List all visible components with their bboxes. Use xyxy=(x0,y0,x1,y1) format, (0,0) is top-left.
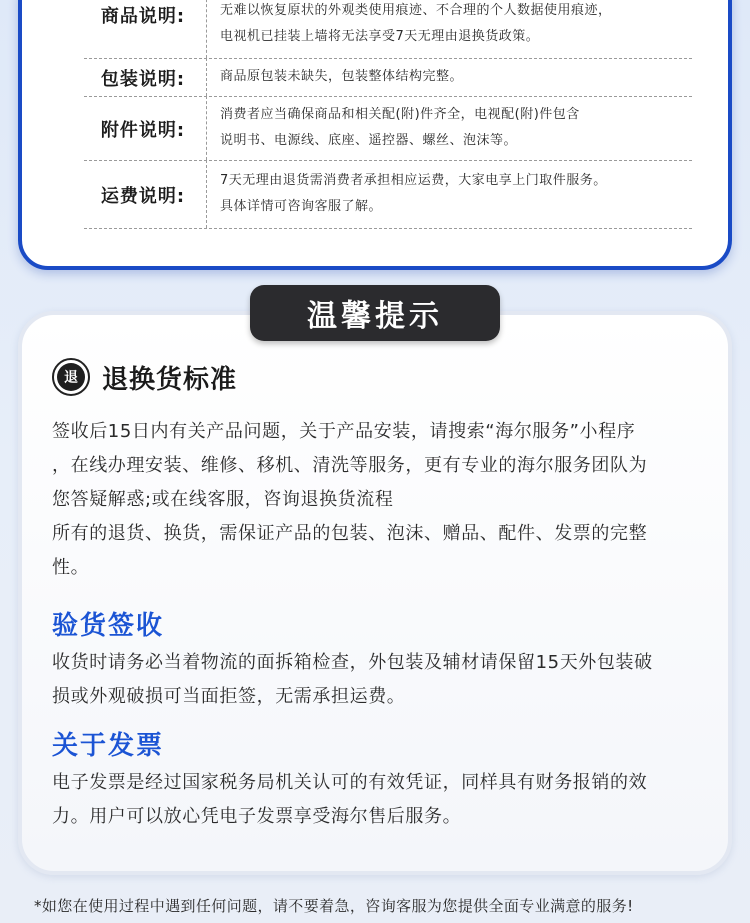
policy-row-goods xyxy=(84,0,692,59)
return-standard-heading xyxy=(52,357,237,397)
return-icon-glyph: 退 xyxy=(57,363,85,391)
policy-label: 包装说明: xyxy=(100,69,186,90)
text-line: ，在线办理安装、维修、移机、清洗等服务，更有专业的海尔服务团队为 xyxy=(52,455,648,476)
policy-text-line: 商品原包装未缺失，包装整体结构完整。 xyxy=(220,69,464,84)
row-divider xyxy=(206,160,207,228)
policy-label: 附件说明: xyxy=(100,120,186,141)
section-title: 退换货标准 xyxy=(102,364,238,395)
invoice-text xyxy=(52,766,712,834)
invoice-heading: 关于发票 xyxy=(52,731,165,761)
text-line: 所有的退货、换货，需保证产品的包装、泡沫、赠品、配件、发票的完整 xyxy=(52,523,648,544)
policy-text-line: 具体详情可咨询客服了解。 xyxy=(220,199,383,214)
policy-label: 商品说明: xyxy=(100,6,186,27)
text-line: 电子发票是经过国家税务局机关认可的有效凭证，同样具有财务报销的效 xyxy=(52,772,648,793)
text-line: 力。用户可以放心凭电子发票享受海尔售后服务。 xyxy=(52,806,462,827)
warm-tip-badge: 温馨提示 xyxy=(250,285,500,341)
row-divider xyxy=(206,0,207,58)
text-line: 收货时请务必当着物流的面拆箱检查，外包装及辅材请保留15天外包装破 xyxy=(52,652,653,673)
policy-row-accessories xyxy=(84,96,692,161)
policy-text xyxy=(220,0,690,50)
policy-text-line: 无难以恢复原状的外观类使用痕迹、不合理的个人数据使用痕迹， xyxy=(220,3,612,18)
return-standard-text xyxy=(52,415,712,585)
text-line: 您答疑解惑;或在线客服，咨询退换货流程 xyxy=(52,489,394,510)
policy-text-line: 电视机已挂装上墙将无法享受7天无理由退换货政策。 xyxy=(220,29,540,44)
policy-text-line: 说明书、电源线、底座、遥控器、螺丝、泡沫等。 xyxy=(220,133,518,148)
text-line: 损或外观破损可当面拒签，无需承担运费。 xyxy=(52,686,406,707)
policy-text xyxy=(220,64,690,90)
policy-label: 运费说明: xyxy=(100,186,186,207)
policy-row-packaging xyxy=(84,58,692,97)
policy-row-shipping xyxy=(84,160,692,229)
row-divider xyxy=(206,96,207,160)
inspection-heading: 验货签收 xyxy=(52,611,165,641)
text-line: 签收后15日内有关产品问题，关于产品安装，请搜索“海尔服务”小程序 xyxy=(52,421,636,442)
policy-text-line: 消费者应当确保商品和相关配(附)件齐全，电视配(附)件包含 xyxy=(220,107,580,122)
footer-note: *如您在使用过程中遇到任何问题，请不要着急，咨询客服为您提供全面专业满意的服务! xyxy=(34,897,634,915)
policy-text xyxy=(220,102,690,154)
row-divider xyxy=(206,58,207,96)
policy-text xyxy=(220,168,690,220)
policy-card xyxy=(18,0,732,270)
notice-card xyxy=(18,311,732,875)
inspection-text xyxy=(52,646,712,714)
return-icon xyxy=(52,358,90,396)
policy-text-line: 7天无理由退货需消费者承担相应运费，大家电享上门取件服务。 xyxy=(220,173,607,188)
text-line: 性。 xyxy=(52,557,90,578)
